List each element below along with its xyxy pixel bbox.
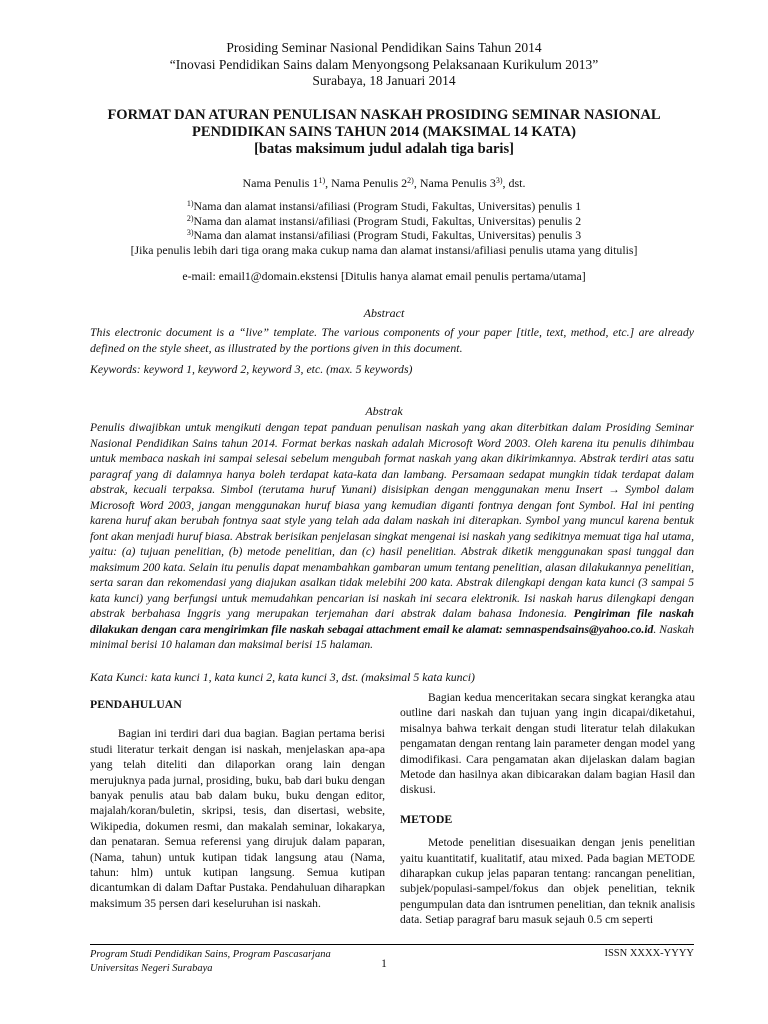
author-3-marker: 3) <box>495 176 503 185</box>
author-1: Nama Penulis 1 <box>242 176 319 190</box>
affiliation-2-marker: 2) <box>186 213 194 223</box>
affiliation-3 <box>0 228 768 243</box>
abstrak-heading: Abstrak <box>365 404 403 418</box>
affiliation-3-text: Nama dan alamat instansi/afiliasi (Program Studi, Fakultas, Universitas) penulis 3 <box>193 228 582 242</box>
affiliation-note-text: [Jika penulis lebih dari tiga orang maka cukup nama dan alamat instansi/afiliasi penulis utama yang ditulis] <box>130 242 638 257</box>
paper-title <box>80 107 688 158</box>
abstract-heading: Abstract <box>363 306 405 320</box>
author-1-marker: 1) <box>318 176 326 185</box>
author-etc: , dst. <box>502 176 526 190</box>
affiliation-1-marker: 1) <box>186 199 194 208</box>
affiliation-1 <box>0 199 768 214</box>
author-3: , Nama Penulis 3 <box>413 176 496 190</box>
title-line-3: [batas maksimum judul adalah tiga baris] <box>254 141 514 157</box>
conference-header <box>0 40 768 90</box>
affiliation-list <box>0 199 768 257</box>
affiliation-2-text: Nama dan alamat instansi/afiliasi (Program Studi, Fakultas, Universitas) penulis 2 <box>193 213 582 228</box>
author-list <box>0 176 768 191</box>
abstrak-body: Penulis diwajibkan untuk mengikuti dengan tepat panduan penulisan naskah yang akan diterbitkan dalam Prosiding Seminar Nasional Pendidikan Sains tahun 2014. Format berkas naskah adalah Microsoft Word 2003. Oleh karena itu penulis dihimbau untuk membaca naskah ini sampai selesai sebelum mengubah format naskah yang akan dikirimkannya. Abstrak terdiri atas satu paragraf yang di dalamnya hanya boleh terdapat kata-kata dan lambang. Persamaan sedapat mungkin tidak terdapat dalam abstrak, kecuali terpaksa. Simbol (terutama huruf Yunani) disisipkan dengan menggunakan menu Insert → Symbol dalam Microsoft Word 2003, jangan menggunakan huruf biasa yang kemudian diganti fontnya dengan font Symbol. Hal ini penting karena huruf akan berubah fontnya saat style yang telah ada dalam naskah ini diterapkan. Symbol yang muncul karena bentuk font akan menjadi huruf biasa. Abstrak berisikan penjelasan singkat mengenai isi naskah yang sedikitnya memuat tiga hal utama, yaitu: (a) tujuan penelitian, (b) metode penelitian, dan (c) hasil penelitian. Abstrak diketik menggunakan spasi tunggal dan maksimum 200 kata. Selain itu penulis dapat menambahkan gambaran umum tentang penelitian, alasan dilakukannya penelitian, serta saran dan rekomendasi yang diajukan asalkan tidak melebihi 200 kata. Abstrak dilengkapi dengan kata kunci (3 sampai 5 kata kunci) yang berfungsi untuk memudahkan pencarian isi naskah ini secara elektronik. Isi naskah harus dilengkapi dengan abstrak berbahasa Inggris yang merupakan terjemahan dari abstrak dalam bahasa Indonesia. <box>90 421 694 620</box>
abstract-keywords: Keywords: keyword 1, keyword 2, keyword 3, etc. (max. 5 keywords) <box>90 362 413 376</box>
author-2: , Nama Penulis 2 <box>325 176 408 190</box>
title-line-1: FORMAT DAN ATURAN PENULISAN NASKAH PROSIDING SEMINAR NASIONAL <box>107 107 661 123</box>
section-heading-pendahuluan: PENDAHULUAN <box>90 697 182 711</box>
pendahuluan-paragraph: Bagian ini terdiri dari dua bagian. Bagian pertama berisi studi literatur terkait dengan isi naskah, menjelaskan apa-apa yang telah diteliti dan dilaporkan orang lain dengan merujuknya pada jurnal, prosiding, buku, bab dari buku dengan banyak penulis atau bab dalam buku, buku dengan editor, majalah/koran/buletin, skripsi, tesis, dan disertasi, website, Wikipedia, dokumen resmi, dan makalah seminar, lokakarya, dan penataran. Semua referensi yang dirujuk dalam paparan, (Nama, tahun) untuk kutipan tidak langsung atau (Nama, tahun: hlm) untuk kutipan langsung. Semua kutipan dicantumkan di dalam Daftar Pustaka. Pendahuluan diharapkan maksimum 35 persen dari keseluruhan isi naskah. <box>90 727 385 910</box>
footer-divider <box>90 944 694 945</box>
conference-date: Surabaya, 18 Januari 2014 <box>312 73 456 88</box>
affiliation-2 <box>0 214 768 229</box>
affiliation-1-text: Nama dan alamat instansi/afiliasi (Program Studi, Fakultas, Universitas) penulis 1 <box>193 199 582 213</box>
abstract-text: This electronic document is a “live” template. The various components of your paper [title, text, method, etc.] are already defined on the style sheet, as illustrated by the portions given in this document. <box>90 325 694 355</box>
pendahuluan-paragraph-2: Bagian kedua menceritakan secara singkat kerangka atau outline dari naskah dan tujuan yang ingin dicapai/diketahui, misalnya bahwa terkait dengan studi literatur telah dilakukan pengamatan dengan rentang lain parameter dengan model yang dimodifikasi. Cara pengamatan akan dijelaskan dalam bagian Metode dan hasilnya akan dibicarakan dalam bagian Hasil dan diskusi. <box>400 691 695 797</box>
left-column <box>90 697 385 911</box>
footer-university: Universitas Negeri Surabaya <box>90 963 213 974</box>
title-line-2: PENDIDIKAN SAINS TAHUN 2014 (MAKSIMAL 14 KATA) <box>191 124 576 140</box>
abstrak-submission-note: Pengiriman file naskah dilakukan dengan cara mengirimkan file naskah sebagai attachment email ke alamat: semnaspendsains@yahoo.co.id <box>90 607 694 636</box>
section-heading-metode: METODE <box>400 811 453 826</box>
conference-theme: “Inovasi Pendidikan Sains dalam Menyongsong Pelaksanaan Kurikulum 2013” <box>169 56 599 72</box>
footer-issn: ISSN XXXX-YYYY <box>604 948 694 959</box>
author-email: e-mail: email1@domain.ekstensi [Ditulis hanya alamat email penulis pertama/utama] <box>182 269 586 283</box>
affiliation-3-marker: 3) <box>186 228 194 237</box>
right-column <box>400 690 695 928</box>
author-2-marker: 2) <box>407 176 414 185</box>
affiliation-note <box>0 243 768 258</box>
abstrak-keywords: Kata Kunci: kata kunci 1, kata kunci 2, kata kunci 3, dst. (maksimal 5 kata kunci) <box>90 670 475 684</box>
footer-program: Program Studi Pendidikan Sains, Program Pascasarjana <box>90 949 331 960</box>
abstrak-text <box>90 420 694 653</box>
conference-name: Prosiding Seminar Nasional Pendidikan Sains Tahun 2014 <box>226 40 542 55</box>
abstrak-length-note: . Naskah minimal berisi 10 halaman dan maksimal berisi 15 halaman. <box>90 622 695 651</box>
metode-paragraph: Metode penelitian disesuaikan dengan jenis penelitian yaitu kuantitatif, kualitatif, atau mixed. Pada bagian METODE diharapkan cukup jelas paparan tentang: rancangan penelitian, subjek/populasi-sampel/fokus dan objek penelitian, teknik pengumpulan data dan isntrumen penelitian, dan teknik analisis data. Setiap paragraf baru masuk sejauh 0.5 cm seperti <box>400 836 695 927</box>
page-number: 1 <box>381 958 387 970</box>
